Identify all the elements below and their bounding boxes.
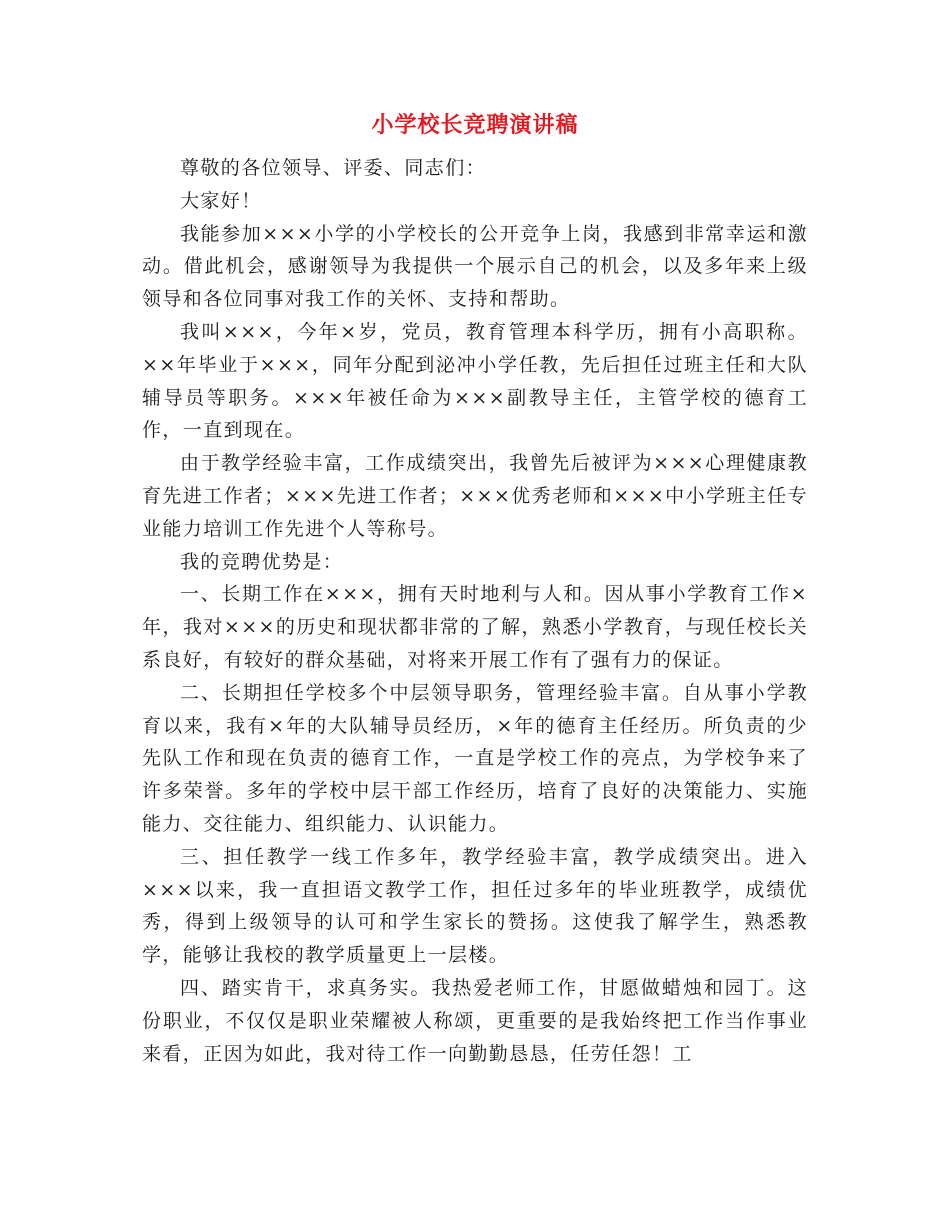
paragraph-honors: 由于教学经验丰富，工作成绩突出，我曾先后被评为×××心理健康教育先进工作者；×××先进工作者；×××优秀老师和×××中小学班主任专业能力培训工作先进个人等称号。 bbox=[142, 452, 808, 540]
paragraph-self-introduction: 我叫×××，今年×岁，党员，教育管理本科学历，拥有小高职称。××年毕业于×××，同年分配到泌冲小学任教，先后担任过班主任和大队辅导员等职务。×××年被任命为×××副教导主任，主管学校的德育工作，一直到现在。 bbox=[142, 320, 808, 442]
paragraph-advantage-2: 二、长期担任学校多个中层领导职务，管理经验丰富。自从事小学教育以来，我有×年的大队辅导员经历，×年的德育主任经历。所负责的少先队工作和现在负责的德育工作，一直是学校工作的亮点，为学校争来了许多荣誉。多年的学校中层干部工作经历，培育了良好的决策能力、实施能力、交往能力、组织能力、认识能力。 bbox=[142, 681, 808, 835]
paragraph-advantage-1: 一、长期工作在×××，拥有天时地利与人和。因从事小学教育工作×年，我对×××的历史和现状都非常的了解，熟悉小学教育，与现任校长关系良好，有较好的群众基础，对将来开展工作有了强有力的保证。 bbox=[142, 583, 808, 671]
paragraph-advantage-4: 四、踏实肯干，求真务实。我热爱老师工作，甘愿做蜡烛和园丁。这份职业，不仅仅是职业荣耀被人称颂，更重要的是我始终把工作当作事业来看，正因为如此，我对待工作一向勤勤恳恳，任劳任怨！工 bbox=[142, 976, 808, 1065]
paragraph-advantages-heading: 我的竞聘优势是： bbox=[180, 550, 344, 573]
document-title: 小学校长竞聘演讲稿 bbox=[371, 112, 579, 138]
paragraph-advantage-3: 三、担任教学一线工作多年，教学经验丰富，教学成绩突出。进入×××以来，我一直担语文教学工作，担任过多年的毕业班教学，成绩优秀，得到上级领导的认可和学生家长的赞扬。这使我了解学生，熟悉教学，能够让我校的教学质量更上一层楼。 bbox=[142, 845, 808, 967]
salutation: 尊敬的各位领导、评委、同志们： bbox=[180, 157, 487, 179]
paragraph-intro: 我能参加×××小学的小学校长的公开竞争上岗，我感到非常幸运和激动。借此机会，感谢领导为我提供一个展示自己的机会，以及多年来上级领导和各位同事对我工作的关怀、支持和帮助。 bbox=[142, 222, 808, 311]
greeting: 大家好！ bbox=[180, 189, 262, 212]
document-body bbox=[142, 152, 808, 1070]
